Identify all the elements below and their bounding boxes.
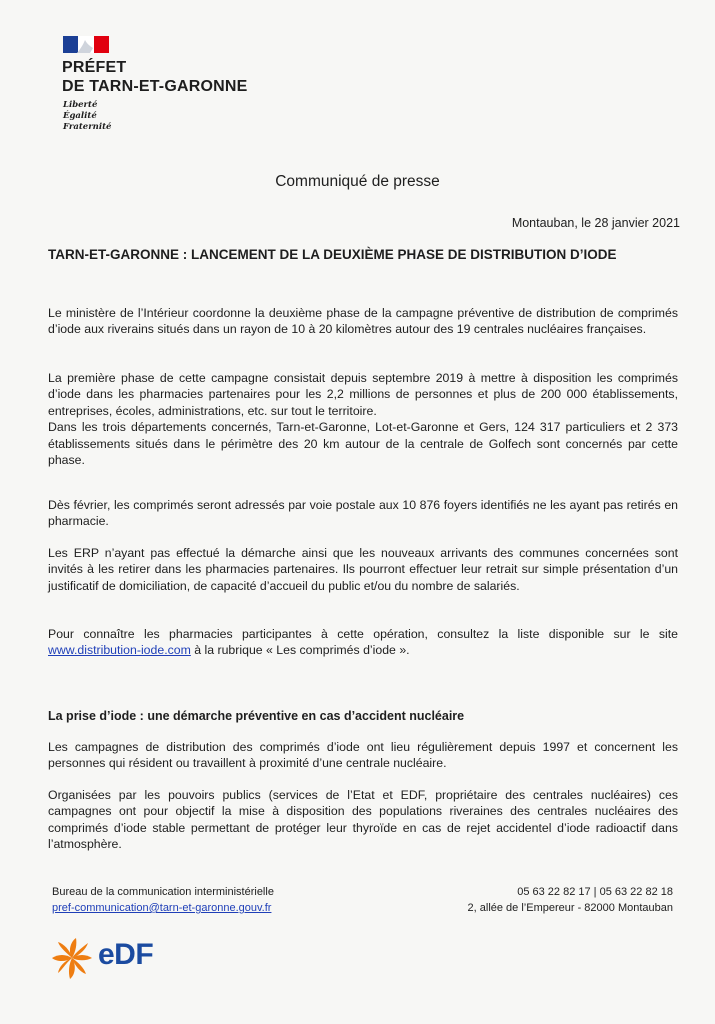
paragraph-1 (48, 305, 678, 338)
prefecture-title (62, 58, 248, 96)
prefet-line-1: PRÉFET (62, 59, 127, 76)
paragraph-6 (48, 739, 678, 772)
date-line: Montauban, le 28 janvier 2021 (511, 216, 680, 230)
paragraph-5-start: Pour connaître les pharmacies participantes à cette opération, consultez la liste disponible sur le site (48, 627, 678, 641)
paragraph-2b-text: Dans les trois départements concernés, Tarn-et-Garonne, Lot-et-Garonne et Gers, 124 317 particuliers et 2 373 établissements situés dans le périmètre des 20 km autour de la centrale de Golfech sont concernés par cette phase. (48, 420, 678, 468)
paragraph-5-end: à la rubrique « Les comprimés d’iode ». (190, 643, 410, 658)
paragraph-5 (48, 626, 678, 659)
footer-office: Bureau de la communication interministérielle (52, 886, 274, 898)
paragraph-7 (48, 787, 678, 853)
section-title: La prise d’iode : une démarche préventive en cas d’accident nucléaire (48, 709, 465, 723)
paragraph-2a-text: La première phase de cette campagne consistait depuis septembre 2019 à mettre à disposition les comprimés d’iode dans les pharmacies partenaires pour les 2,2 millions de personnes et plus de 200 000 établissements, entreprises, écoles, administrations, etc. sur tout le territoire. (48, 371, 678, 418)
distribution-iode-link[interactable]: www.distribution-iode.com (48, 643, 191, 658)
footer-address-block (468, 884, 673, 916)
paragraph-3 (48, 497, 678, 530)
paragraph-7-text: Organisées par les pouvoirs publics (services de l’Etat et EDF, propriétaire des centrales nucléaires) ces campagnes ont pour objectif la mise à disposition des populations riveraines des centrales nucléaires des comprimés d’iode stable permettant de protéger leur thyroïde en cas de rejet accidentel d’iode radioactif dans l’atmosphère. (48, 788, 678, 852)
headline: TARN-ET-GARONNE : LANCEMENT DE LA DEUXIÈME PHASE DE DISTRIBUTION D’IODE (48, 247, 617, 262)
republic-motto (63, 100, 111, 133)
paragraph-4-text: Les ERP n’ayant pas effectué la démarche ainsi que les nouveaux arrivants des communes concernées sont invités à les retirer dans les pharmacies partenaires. Ils pourront effectuer leur retrait sur simple présentation d’un justificatif de domiciliation, de capacité d’accueil du public et/ou du nombre de salariés. (48, 546, 678, 593)
paragraph-2 (48, 370, 678, 468)
footer-contact (52, 884, 274, 916)
french-flag-icon (63, 36, 109, 53)
footer-phones: 05 63 22 82 17 | 05 63 22 82 18 (517, 886, 673, 898)
footer-address: 2, allée de l’Empereur - 82000 Montauban (467, 902, 673, 914)
motto-fraternite: Fraternité (63, 122, 112, 132)
paragraph-5-text (48, 626, 678, 659)
edf-wordmark: eDF (98, 938, 154, 971)
paragraph-1-text: Le ministère de l’Intérieur coordonne la deuxième phase de la campagne préventive de distribution de comprimés d’iode aux riverains situés dans un rayon de 10 à 20 kilomètres autour des 19 centrales nucléaires françaises. (48, 306, 678, 337)
paragraph-4 (48, 545, 678, 594)
document-type: Communiqué de presse (275, 173, 440, 190)
footer-email-link[interactable]: pref-communication@tarn-et-garonne.gouv.fr (52, 902, 272, 914)
paragraph-6-text: Les campagnes de distribution des comprimés d’iode ont lieu régulièrement depuis 1997 et concernent les personnes qui résident ou travaillent à proximité d’une centrale nucléaire. (48, 740, 678, 771)
motto-egalite: Égalité (63, 111, 97, 121)
prefet-line-2: DE TARN-ET-GARONNE (62, 78, 248, 95)
paragraph-3-text: Dès février, les comprimés seront adressés par voie postale aux 10 876 foyers identifiés ne les ayant pas retirés en pharmacie. (48, 498, 678, 529)
motto-liberte: Liberté (63, 100, 98, 110)
